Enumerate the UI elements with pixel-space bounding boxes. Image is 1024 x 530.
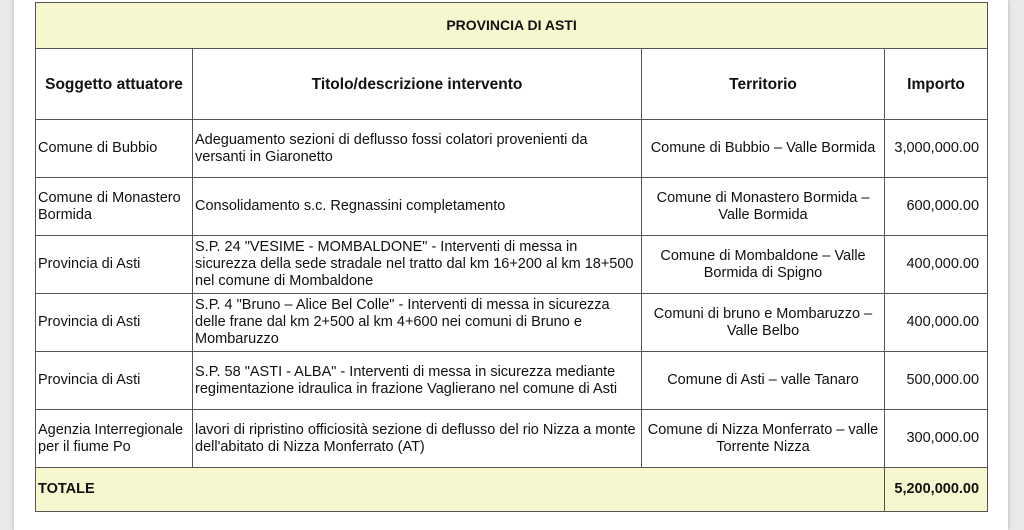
cell-soggetto: Provincia di Asti xyxy=(36,294,193,352)
cell-territorio: Comune di Monastero Bormida – Valle Bormida xyxy=(642,178,885,236)
cell-territorio: Comuni di bruno e Mombaruzzo – Valle Belbo xyxy=(642,294,885,352)
cell-titolo: Adeguamento sezioni di deflusso fossi colatori provenienti da versanti in Giaronetto xyxy=(193,120,642,178)
header-titolo: Titolo/descrizione intervento xyxy=(193,49,642,120)
cell-titolo: S.P. 24 "VESIME - MOMBALDONE" - Interventi di messa in sicurezza della sede stradale nel tratto dal km 16+200 al km 18+500 nel comune di Mombaldone xyxy=(193,236,642,294)
cell-importo: 300,000.00 xyxy=(885,410,988,468)
header-soggetto: Soggetto attuatore xyxy=(36,49,193,120)
cell-territorio: Comune di Mombaldone – Valle Bormida di Spigno xyxy=(642,236,885,294)
table-title: PROVINCIA DI ASTI xyxy=(36,3,988,49)
cell-importo: 400,000.00 xyxy=(885,294,988,352)
table-total-row xyxy=(36,468,988,512)
cell-territorio: Comune di Asti – valle Tanaro xyxy=(642,352,885,410)
table-title-row xyxy=(36,3,988,49)
cell-importo: 400,000.00 xyxy=(885,236,988,294)
table-row xyxy=(36,236,988,294)
cell-importo: 600,000.00 xyxy=(885,178,988,236)
cell-importo: 3,000,000.00 xyxy=(885,120,988,178)
cell-territorio: Comune di Bubbio – Valle Bormida xyxy=(642,120,885,178)
table-row xyxy=(36,410,988,468)
interventions-table xyxy=(35,2,988,512)
cell-soggetto: Comune di Monastero Bormida xyxy=(36,178,193,236)
table-row xyxy=(36,294,988,352)
cell-territorio: Comune di Nizza Monferrato – valle Torrente Nizza xyxy=(642,410,885,468)
table-header-row xyxy=(36,49,988,120)
table-row xyxy=(36,352,988,410)
cell-soggetto: Agenzia Interregionale per il fiume Po xyxy=(36,410,193,468)
document-page xyxy=(14,0,1008,530)
cell-soggetto: Provincia di Asti xyxy=(36,352,193,410)
total-label: TOTALE xyxy=(36,468,885,512)
cell-importo: 500,000.00 xyxy=(885,352,988,410)
table-row xyxy=(36,120,988,178)
header-importo: Importo xyxy=(885,49,988,120)
cell-soggetto: Comune di Bubbio xyxy=(36,120,193,178)
cell-titolo: lavori di ripristino officiosità sezione di deflusso del rio Nizza a monte dell'abitato di Nizza Monferrato (AT) xyxy=(193,410,642,468)
table-row xyxy=(36,178,988,236)
total-value: 5,200,000.00 xyxy=(885,468,988,512)
cell-titolo: S.P. 4 "Bruno – Alice Bel Colle" - Interventi di messa in sicurezza delle frane dal km 2+500 al km 4+600 nei comuni di Bruno e Mombaruzzo xyxy=(193,294,642,352)
cell-soggetto: Provincia di Asti xyxy=(36,236,193,294)
header-territorio: Territorio xyxy=(642,49,885,120)
cell-titolo: S.P. 58 "ASTI - ALBA" - Interventi di messa in sicurezza mediante regimentazione idraulica in frazione Vaglierano nel comune di Asti xyxy=(193,352,642,410)
cell-titolo: Consolidamento s.c. Regnassini completamento xyxy=(193,178,642,236)
